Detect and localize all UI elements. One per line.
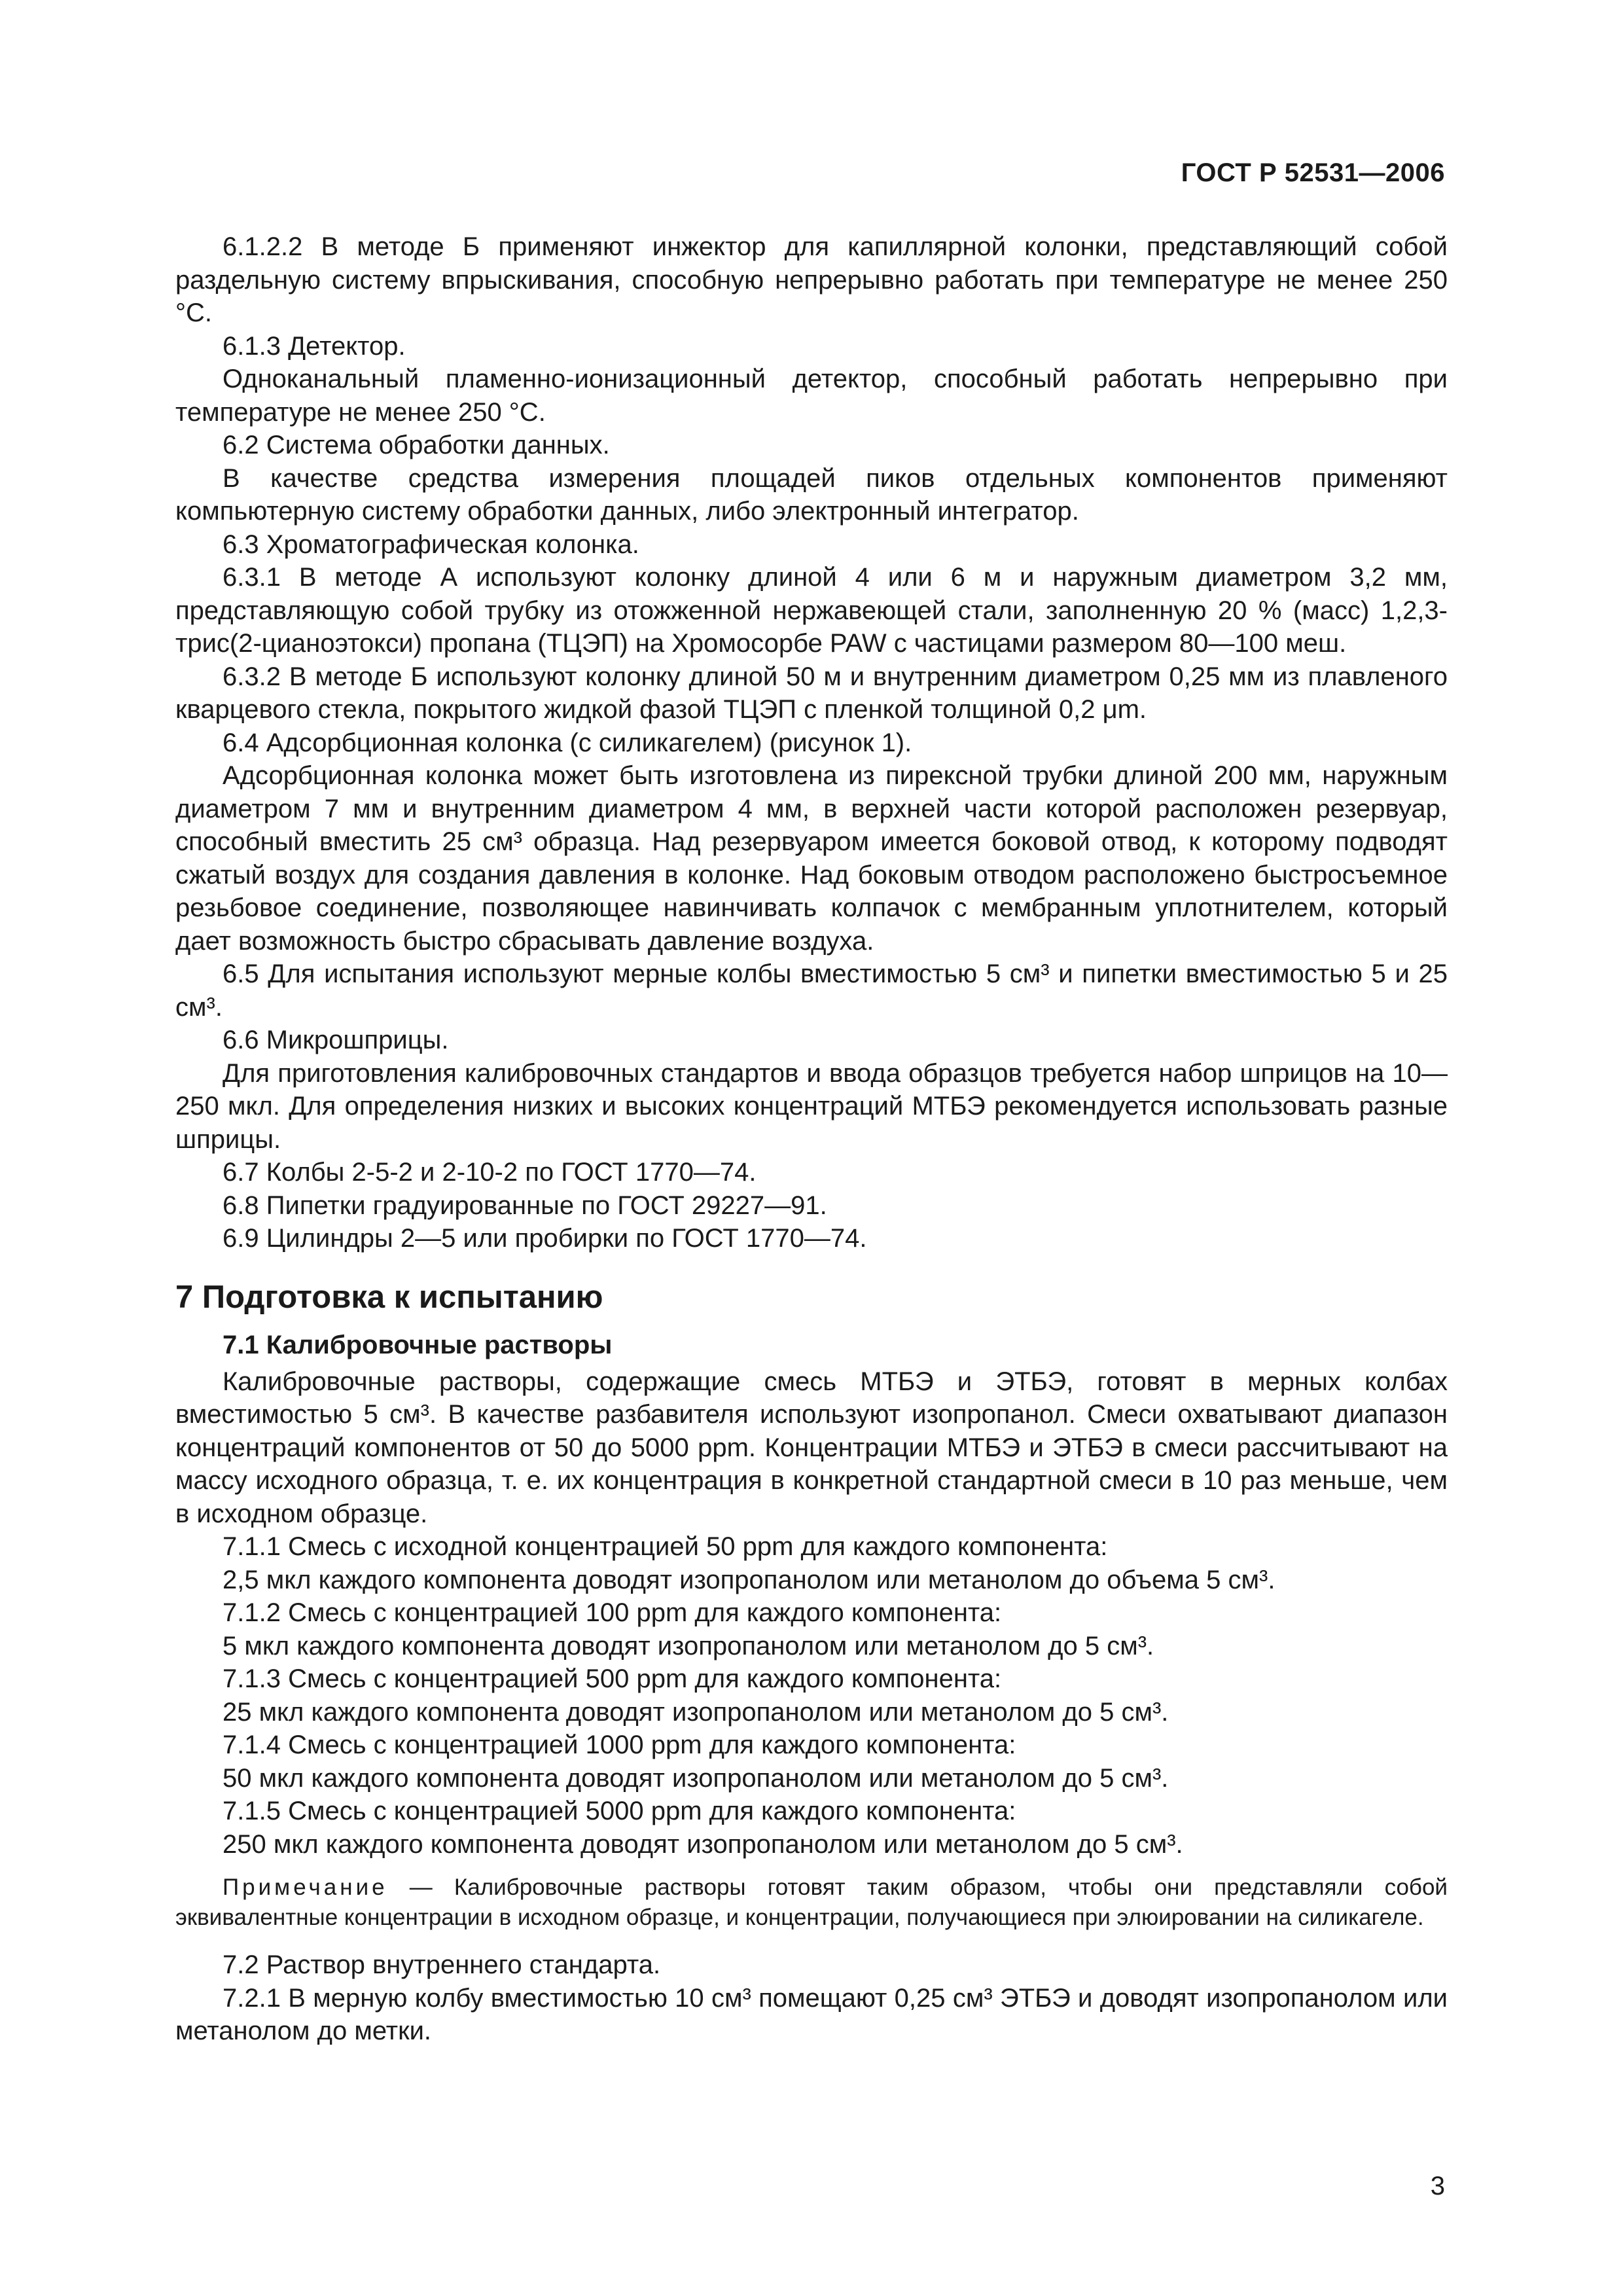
paragraph-data-system: В качестве средства измерения площадей пиков отдельных компонентов применяют компьютерную систему обработки данных, либо электронный интегратор. xyxy=(175,463,1448,526)
paragraph-7-1-2: 7.1.2 Смесь с концентрацией 100 ppm для каждого компонента: xyxy=(223,1598,1002,1627)
page-number: 3 xyxy=(1430,2172,1445,2200)
paragraph-7-1-1: 7.1.1 Смесь с исходной концентрацией 50 ppm для каждого компонента: xyxy=(223,1532,1108,1561)
paragraph-detector: Одноканальный пламенно-ионизационный детектор, способный работать непрерывно при температуре не менее 250 °С. xyxy=(175,365,1448,427)
paragraph-7-2-1: 7.2.1 В мерную колбу вместимостью 10 см³ помещают 0,25 см³ ЭТБЭ и доводят изопропанолом или метанолом до метки. xyxy=(175,1983,1448,2045)
section-7-title: 7 Подготовка к испытанию xyxy=(175,1279,603,1315)
paragraph-6-2-heading: 6.2 Система обработки данных. xyxy=(223,431,610,459)
paragraph-6-1-2-2: 6.1.2.2 В методе Б применяют инжектор для капиллярной колонки, представляющий собой раздельную систему впрыскивания, способную непрерывно работать при температуре не менее 250 °С. xyxy=(175,232,1448,327)
paragraph-6-5: 6.5 Для испытания используют мерные колбы вместимостью 5 см³ и пипетки вместимостью 5 и 25 см³. xyxy=(175,960,1448,1022)
document-header-code: ГОСТ Р 52531—2006 xyxy=(1181,158,1445,187)
paragraph-6-8: 6.8 Пипетки градуированные по ГОСТ 29227—91. xyxy=(223,1191,827,1220)
paragraph-6-1-3-heading: 6.1.3 Детектор. xyxy=(223,331,406,361)
subsection-7-1-title: 7.1 Калибровочные растворы xyxy=(223,1330,613,1359)
paragraph-7-1-5-detail: 250 мкл каждого компонента доводят изопропанолом или метанолом до 5 см³. xyxy=(223,1829,1183,1859)
paragraph-6-6-heading: 6.6 Микрошприцы. xyxy=(223,1026,449,1054)
paragraph-adsorption-column: Адсорбционная колонка может быть изготовлена из пирексной трубки длиной 200 мм, наружным диаметром 7 мм и внутренним диаметром 4 мм, в верхней части которой расположен резервуар, способный вместить 25 см³ образца. Над резервуаром имеется боковой отвод, к которому подводят сжатый воздух для создания давления в колонке. Над боковым отводом расположено быстросъемное резьбовое соединение, позволяющее навинчивать колпачок с мембранным уплотнителем, который дает возможность быстро сбрасывать давление воздуха. xyxy=(175,761,1448,956)
paragraph-6-4-heading: 6.4 Адсорбционная колонка (с силикагелем) (рисунок 1). xyxy=(223,728,912,757)
paragraph-7-1-3-detail: 25 мкл каждого компонента доводят изопропанолом или метанолом до 5 см³. xyxy=(223,1697,1169,1727)
paragraph-6-7: 6.7 Колбы 2-5-2 и 2-10-2 по ГОСТ 1770—74. xyxy=(223,1158,757,1187)
page-body xyxy=(175,230,1448,2048)
paragraph-7-1-1-detail: 2,5 мкл каждого компонента доводят изопропанолом или метанолом до объема 5 см³. xyxy=(223,1565,1275,1594)
paragraph-7-1-5: 7.1.5 Смесь с концентрацией 5000 ppm для каждого компонента: xyxy=(223,1797,1016,1825)
paragraph-6-3-1: 6.3.1 В методе А используют колонку длиной 4 или 6 м и наружным диаметром 3,2 мм, представляющую собой трубку из отожженной нержавеющей стали, заполненную 20 % (масс) 1,2,3-трис(2-цианоэтокси) пропана (ТЦЭП) на Хромосорбе PAW с частицами размером 80—100 меш. xyxy=(175,563,1448,658)
note-label: Примечание xyxy=(223,1874,388,1900)
paragraph-6-3-heading: 6.3 Хроматографическая колонка. xyxy=(223,529,639,559)
paragraph-syringes: Для приготовления калибровочных стандартов и ввода образцов требуется набор шприцов на 10—250 мкл. Для определения низких и высоких концентраций МТБЭ рекомендуется использовать разные шприцы. xyxy=(175,1058,1448,1154)
note-block xyxy=(175,1873,1448,1933)
paragraph-6-9: 6.9 Цилиндры 2—5 или пробирки по ГОСТ 1770—74. xyxy=(223,1224,867,1253)
note-text: — Калибровочные растворы готовят таким образом, чтобы они представляли собой эквивалентные концентрации в исходном образце, и концентрации, получающиеся при элюировании на силикагеле. xyxy=(175,1874,1448,1930)
paragraph-7-1-3: 7.1.3 Смесь с концентрацией 500 ppm для каждого компонента: xyxy=(223,1664,1002,1693)
paragraph-7-1-4: 7.1.4 Смесь с концентрацией 1000 ppm для каждого компонента: xyxy=(223,1731,1016,1759)
paragraph-6-3-2: 6.3.2 В методе Б используют колонку длиной 50 м и внутренним диаметром 0,25 мм из плавленого кварцевого стекла, покрытого жидкой фазой ТЦЭП с пленкой толщиной 0,2 μm. xyxy=(175,662,1448,724)
paragraph-7-1-4-detail: 50 мкл каждого компонента доводят изопропанолом или метанолом до 5 см³. xyxy=(223,1763,1169,1793)
paragraph-7-2-heading: 7.2 Раствор внутреннего стандарта. xyxy=(223,1950,661,1979)
paragraph-calibration-intro: Калибровочные растворы, содержащие смесь МТБЭ и ЭТБЭ, готовят в мерных колбах вместимостью 5 см³. В качестве разбавителя используют изопропанол. Смеси охватывают диапазон концентраций компонентов от 50 до 5000 ppm. Концентрации МТБЭ и ЭТБЭ в смеси рассчитывают на массу исходного образца, т. е. их концентрация в конкретной стандартной смеси в 10 раз меньше, чем в исходном образце. xyxy=(175,1367,1448,1528)
paragraph-7-1-2-detail: 5 мкл каждого компонента доводят изопропанолом или метанолом до 5 см³. xyxy=(223,1631,1154,1660)
